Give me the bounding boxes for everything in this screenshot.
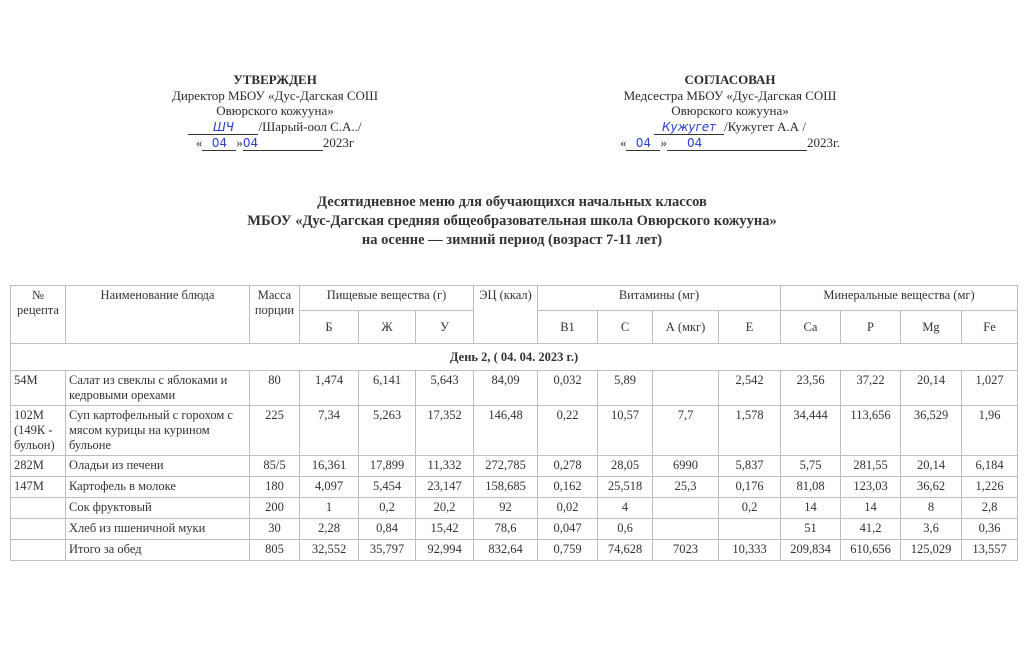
signer-name: /Шарый-оол С.А../ bbox=[258, 118, 362, 134]
cell-name: Картофель в молоке bbox=[66, 477, 250, 498]
cell-p: 113,656 bbox=[841, 406, 901, 456]
cell-code bbox=[11, 519, 66, 540]
cell-b1: 0,759 bbox=[538, 540, 598, 561]
cell-code bbox=[11, 498, 66, 519]
cell-code: 102М (149К - бульон) bbox=[11, 406, 66, 456]
cell-u: 17,352 bbox=[416, 406, 474, 456]
cell-kcal: 158,685 bbox=[474, 477, 538, 498]
agreement-position: Медсестра МБОУ «Дус-Дагская СОШ bbox=[623, 87, 837, 103]
cell-mg: 20,14 bbox=[901, 371, 962, 406]
cell-code: 147М bbox=[11, 477, 66, 498]
header-e: E bbox=[719, 311, 781, 344]
cell-mass: 30 bbox=[250, 519, 300, 540]
cell-mass: 805 bbox=[250, 540, 300, 561]
header-recipe-no: № рецепта bbox=[11, 286, 66, 344]
cell-mg: 20,14 bbox=[901, 456, 962, 477]
header-b1: B1 bbox=[538, 311, 598, 344]
header-a: А (мкг) bbox=[653, 311, 719, 344]
cell-name: Хлеб из пшеничной муки bbox=[66, 519, 250, 540]
cell-b: 16,361 bbox=[300, 456, 359, 477]
header-fe: Fe bbox=[962, 311, 1018, 344]
agreement-date: « 04 » 04 2023г. bbox=[619, 134, 841, 150]
cell-u: 5,643 bbox=[416, 371, 474, 406]
approval-block bbox=[150, 72, 400, 151]
cell-mg: 36,62 bbox=[901, 477, 962, 498]
cell-e: 10,333 bbox=[719, 540, 781, 561]
cell-u: 11,332 bbox=[416, 456, 474, 477]
header-p: P bbox=[841, 311, 901, 344]
date-day: 04 bbox=[626, 137, 660, 151]
cell-fe: 0,36 bbox=[962, 519, 1018, 540]
date-year: 2023г. bbox=[806, 134, 841, 150]
header-minerals: Минеральные вещества (мг) bbox=[781, 286, 1018, 311]
header-c: C bbox=[598, 311, 653, 344]
header-dish-name: Наименование блюда bbox=[66, 286, 250, 344]
approval-signature-line bbox=[150, 119, 400, 135]
cell-zh: 5,454 bbox=[359, 477, 416, 498]
cell-p: 37,22 bbox=[841, 371, 901, 406]
cell-c: 28,05 bbox=[598, 456, 653, 477]
cell-mg: 36,529 bbox=[901, 406, 962, 456]
cell-fe: 1,96 bbox=[962, 406, 1018, 456]
cell-e: 0,176 bbox=[719, 477, 781, 498]
cell-b: 1,474 bbox=[300, 371, 359, 406]
cell-p: 123,03 bbox=[841, 477, 901, 498]
cell-u: 92,994 bbox=[416, 540, 474, 561]
cell-kcal: 146,48 bbox=[474, 406, 538, 456]
cell-mass: 225 bbox=[250, 406, 300, 456]
cell-b1: 0,02 bbox=[538, 498, 598, 519]
header-portion-mass: Масса порции bbox=[250, 286, 300, 344]
cell-a: 7023 bbox=[653, 540, 719, 561]
cell-zh: 0,2 bbox=[359, 498, 416, 519]
cell-u: 23,147 bbox=[416, 477, 474, 498]
total-row bbox=[11, 540, 1018, 561]
cell-mass: 200 bbox=[250, 498, 300, 519]
cell-e: 2,542 bbox=[719, 371, 781, 406]
agreement-title: СОГЛАСОВАН bbox=[684, 72, 776, 87]
document-title bbox=[0, 193, 1024, 250]
signer-name: /Кужугет А.А / bbox=[724, 118, 806, 134]
cell-mass: 85/5 bbox=[250, 456, 300, 477]
date-month: 04 bbox=[243, 137, 323, 151]
table-row bbox=[11, 456, 1018, 477]
approval-title: УТВЕРЖДЕН bbox=[233, 72, 317, 87]
title-line-3: на осенне — зимний период (возраст 7-11 лет) bbox=[361, 232, 663, 248]
cell-ca: 14 bbox=[781, 498, 841, 519]
cell-ca: 34,444 bbox=[781, 406, 841, 456]
cell-c: 74,628 bbox=[598, 540, 653, 561]
header-nutrients: Пищевые вещества (г) bbox=[300, 286, 474, 311]
cell-name: Оладьи из печени bbox=[66, 456, 250, 477]
cell-b1: 0,047 bbox=[538, 519, 598, 540]
cell-kcal: 78,6 bbox=[474, 519, 538, 540]
table-row bbox=[11, 371, 1018, 406]
cell-a bbox=[653, 519, 719, 540]
signature: Кужугет bbox=[654, 121, 724, 135]
cell-e: 1,578 bbox=[719, 406, 781, 456]
header-carbs: У bbox=[416, 311, 474, 344]
day-label: День 2, ( 04. 04. 2023 г.) bbox=[11, 344, 1018, 371]
cell-b1: 0,22 bbox=[538, 406, 598, 456]
signature: ШЧ bbox=[188, 121, 258, 135]
cell-code: 282М bbox=[11, 456, 66, 477]
cell-kcal: 272,785 bbox=[474, 456, 538, 477]
cell-p: 281,55 bbox=[841, 456, 901, 477]
cell-p: 610,656 bbox=[841, 540, 901, 561]
table-row bbox=[11, 477, 1018, 498]
cell-c: 10,57 bbox=[598, 406, 653, 456]
cell-zh: 6,141 bbox=[359, 371, 416, 406]
approval-date: « 04 »04 2023г bbox=[195, 134, 355, 150]
cell-c: 5,89 bbox=[598, 371, 653, 406]
cell-mg: 8 bbox=[901, 498, 962, 519]
cell-mass: 180 bbox=[250, 477, 300, 498]
header-ca: Ca bbox=[781, 311, 841, 344]
cell-b1: 0,162 bbox=[538, 477, 598, 498]
cell-u: 15,42 bbox=[416, 519, 474, 540]
agreement-block bbox=[600, 72, 860, 151]
cell-e bbox=[719, 519, 781, 540]
cell-name: Сок фруктовый bbox=[66, 498, 250, 519]
cell-a: 6990 bbox=[653, 456, 719, 477]
cell-e: 0,2 bbox=[719, 498, 781, 519]
cell-e: 5,837 bbox=[719, 456, 781, 477]
cell-name: Салат из свеклы с яблоками и кедровыми орехами bbox=[66, 371, 250, 406]
cell-b: 2,28 bbox=[300, 519, 359, 540]
cell-a: 25,3 bbox=[653, 477, 719, 498]
cell-zh: 0,84 bbox=[359, 519, 416, 540]
approval-org: Овюрского кожууна» bbox=[216, 103, 334, 118]
cell-b: 4,097 bbox=[300, 477, 359, 498]
cell-name: Суп картофельный с горохом с мясом курицы на курином бульоне bbox=[66, 406, 250, 456]
date-year: 2023г bbox=[322, 134, 355, 150]
header-vitamins: Витамины (мг) bbox=[538, 286, 781, 311]
cell-b: 1 bbox=[300, 498, 359, 519]
cell-fe: 1,027 bbox=[962, 371, 1018, 406]
cell-ca: 209,834 bbox=[781, 540, 841, 561]
cell-b: 32,552 bbox=[300, 540, 359, 561]
approval-position: Директор МБОУ «Дус-Дагская СОШ bbox=[171, 87, 379, 103]
table-row bbox=[11, 519, 1018, 540]
date-month: 04 bbox=[667, 137, 807, 151]
cell-ca: 51 bbox=[781, 519, 841, 540]
cell-c: 0,6 bbox=[598, 519, 653, 540]
cell-b: 7,34 bbox=[300, 406, 359, 456]
header-fat: Ж bbox=[359, 311, 416, 344]
header-mg: Mg bbox=[901, 311, 962, 344]
cell-zh: 5,263 bbox=[359, 406, 416, 456]
cell-mg: 3,6 bbox=[901, 519, 962, 540]
cell-u: 20,2 bbox=[416, 498, 474, 519]
cell-fe: 2,8 bbox=[962, 498, 1018, 519]
cell-p: 14 bbox=[841, 498, 901, 519]
cell-c: 4 bbox=[598, 498, 653, 519]
cell-mass: 80 bbox=[250, 371, 300, 406]
cell-zh: 17,899 bbox=[359, 456, 416, 477]
cell-a bbox=[653, 498, 719, 519]
cell-code bbox=[11, 540, 66, 561]
cell-fe: 1,226 bbox=[962, 477, 1018, 498]
cell-a: 7,7 bbox=[653, 406, 719, 456]
table-row bbox=[11, 498, 1018, 519]
cell-kcal: 84,09 bbox=[474, 371, 538, 406]
cell-a bbox=[653, 371, 719, 406]
cell-ca: 5,75 bbox=[781, 456, 841, 477]
cell-code: 54М bbox=[11, 371, 66, 406]
cell-ca: 81,08 bbox=[781, 477, 841, 498]
title-line-1: Десятидневное меню для обучающихся начальных классов bbox=[317, 194, 707, 210]
cell-b1: 0,278 bbox=[538, 456, 598, 477]
cell-fe: 6,184 bbox=[962, 456, 1018, 477]
cell-zh: 35,797 bbox=[359, 540, 416, 561]
cell-ca: 23,56 bbox=[781, 371, 841, 406]
header-protein: Б bbox=[300, 311, 359, 344]
agreement-org: Овюрского кожууна» bbox=[671, 103, 789, 118]
agreement-signature-line bbox=[600, 119, 860, 135]
title-line-2: МБОУ «Дус-Дагская средняя общеобразовательная школа Овюрского кожууна» bbox=[247, 213, 777, 229]
cell-kcal: 92 bbox=[474, 498, 538, 519]
date-day: 04 bbox=[202, 137, 236, 151]
header-energy: ЭЦ (ккал) bbox=[474, 286, 538, 344]
cell-kcal: 832,64 bbox=[474, 540, 538, 561]
menu-table bbox=[10, 285, 1018, 561]
cell-c: 25,518 bbox=[598, 477, 653, 498]
table-row bbox=[11, 406, 1018, 456]
cell-fe: 13,557 bbox=[962, 540, 1018, 561]
cell-mg: 125,029 bbox=[901, 540, 962, 561]
cell-b1: 0,032 bbox=[538, 371, 598, 406]
cell-name: Итого за обед bbox=[66, 540, 250, 561]
cell-p: 41,2 bbox=[841, 519, 901, 540]
